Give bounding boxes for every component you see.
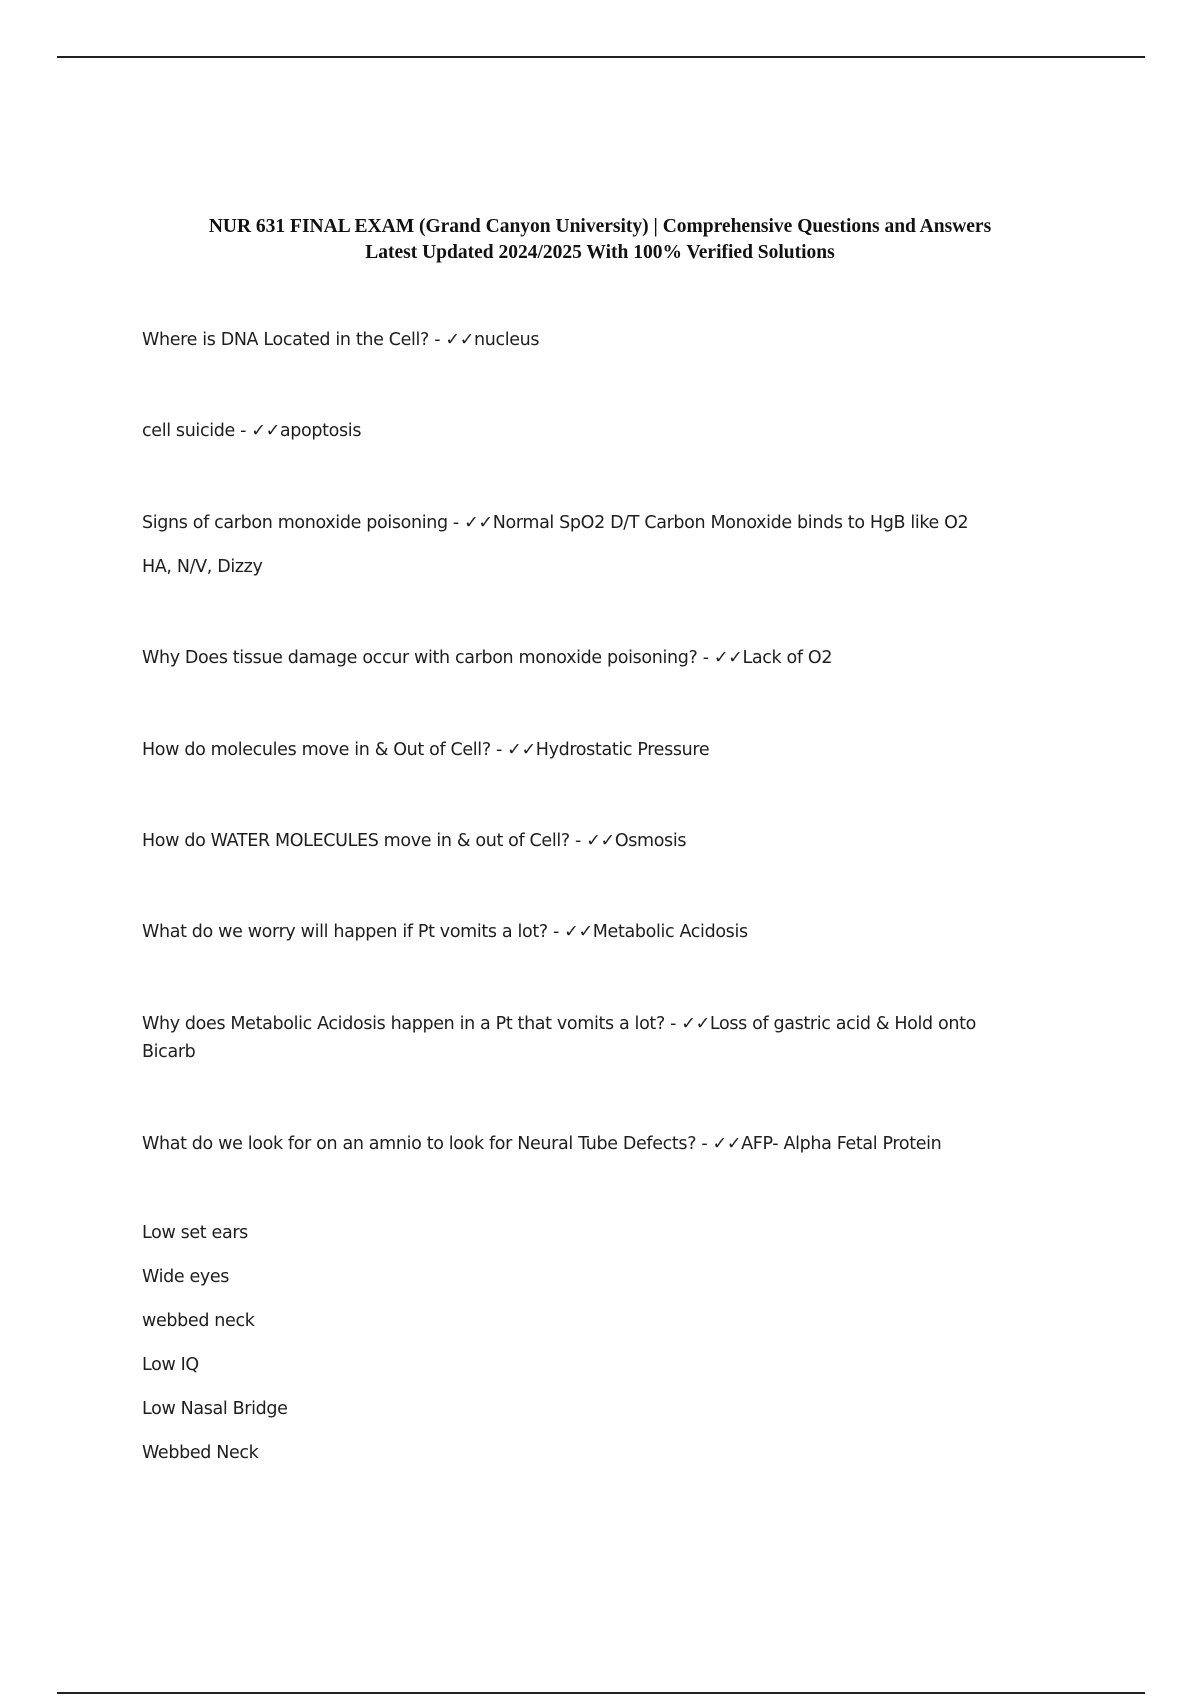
list-item: Wide eyes [142, 1267, 230, 1287]
qa-text: How do molecules move in & Out of Cell? - ✓✓Hydrostatic Pressure [142, 740, 710, 760]
qa-text-continued: Bicarb [142, 1042, 196, 1062]
qa-text: What do we worry will happen if Pt vomits a lot? - ✓✓Metabolic Acidosis [142, 922, 748, 942]
qa-item [142, 508, 1042, 582]
qa-text: Why Does tissue damage occur with carbon monoxide poisoning? - ✓✓Lack of O2 [142, 648, 833, 668]
qa-item [142, 643, 1042, 673]
title-line-2: Latest Updated 2024/2025 With 100% Verified Solutions [365, 242, 835, 263]
list-item: webbed neck [142, 1311, 255, 1331]
list-item: Low IQ [142, 1355, 199, 1375]
list-item: Low Nasal Bridge [142, 1399, 288, 1419]
qa-text: Why does Metabolic Acidosis happen in a Pt that vomits a lot? - ✓✓Loss of gastric acid & Hold onto [142, 1014, 976, 1034]
document-title [100, 214, 1100, 266]
qa-item [142, 1129, 1042, 1159]
qa-text: Signs of carbon monoxide poisoning - ✓✓Normal SpO2 D/T Carbon Monoxide binds to HgB like O2 [142, 513, 969, 533]
qa-item [142, 917, 1042, 947]
qa-text: Where is DNA Located in the Cell? - ✓✓nucleus [142, 330, 540, 350]
bottom-rule [57, 1692, 1145, 1694]
qa-text: cell suicide - ✓✓apoptosis [142, 421, 362, 441]
qa-item [142, 735, 1042, 765]
list-item: Low set ears [142, 1223, 248, 1243]
qa-text: How do WATER MOLECULES move in & out of Cell? - ✓✓Osmosis [142, 831, 687, 851]
list-item: Webbed Neck [142, 1443, 259, 1463]
qa-text-continued: HA, N/V, Dizzy [142, 557, 263, 577]
top-rule [57, 56, 1145, 58]
feature-list [142, 1218, 1042, 1482]
qa-text: What do we look for on an amnio to look for Neural Tube Defects? - ✓✓AFP- Alpha Fetal Protein [142, 1134, 942, 1154]
qa-item [142, 325, 1042, 355]
qa-item [142, 826, 1042, 856]
qa-item [142, 416, 1042, 446]
title-line-1: NUR 631 FINAL EXAM (Grand Canyon University) | Comprehensive Questions and Answers [208, 216, 992, 237]
qa-item [142, 1009, 1042, 1065]
